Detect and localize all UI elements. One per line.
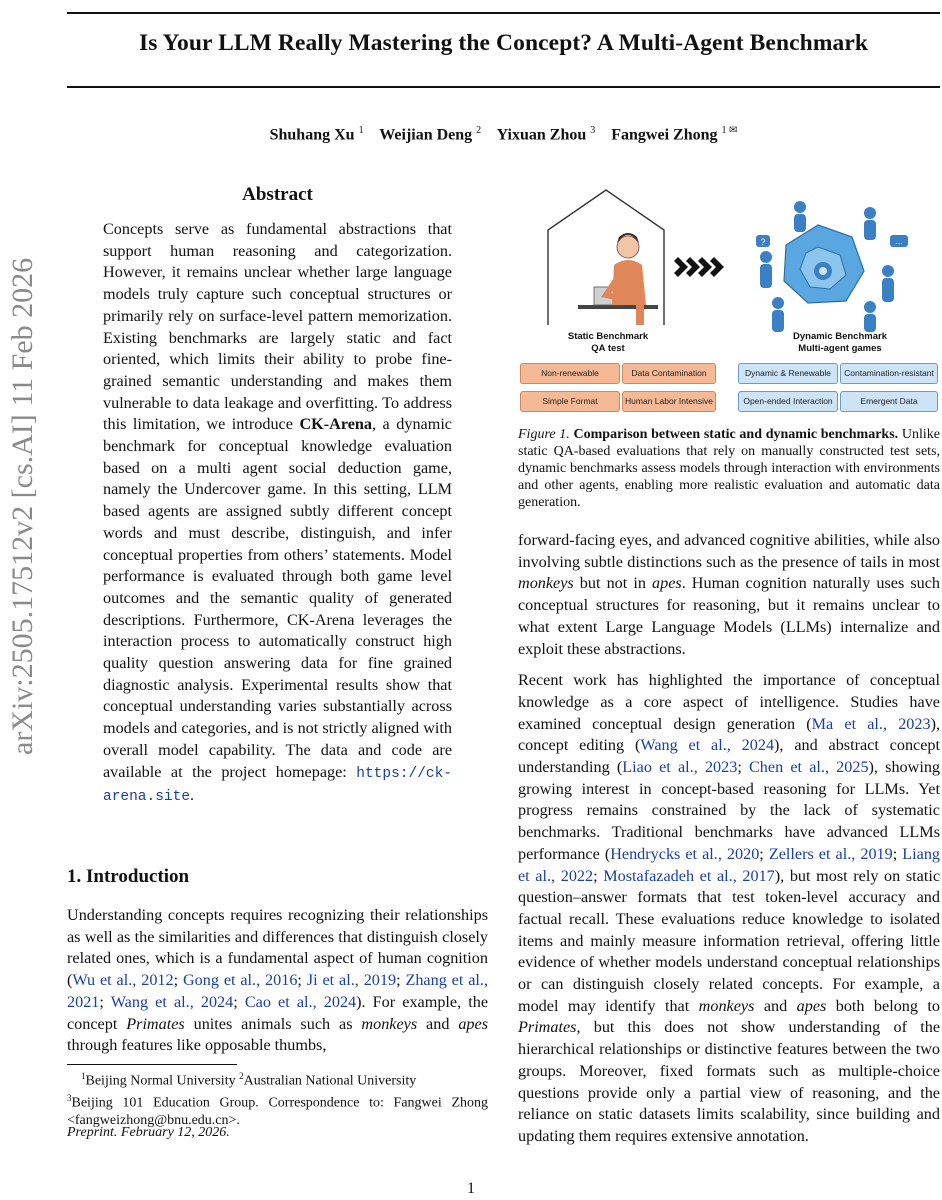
tag-dynamic: Open-ended Interaction: [738, 391, 838, 412]
tag-static: Data Contamination: [622, 363, 716, 384]
tag-static: Human Labor Intensive: [622, 391, 716, 412]
caption-label: Figure 1.: [518, 427, 570, 442]
tag-dynamic: Contamination-resistant: [840, 363, 938, 384]
tag-dynamic: Emergent Data: [840, 391, 938, 412]
benchmark-name: CK-Arena: [299, 415, 372, 434]
emphasis: apes: [458, 1014, 488, 1033]
figure-1: [518, 185, 940, 420]
abstract-heading: Abstract: [242, 184, 313, 205]
abstract-text: .: [190, 786, 195, 805]
citation-link[interactable]: Zhang et al., 2021: [67, 971, 489, 1011]
citation-link[interactable]: Wang et al., 2024: [110, 992, 234, 1011]
intro-text: ). For example, the concept: [67, 992, 489, 1033]
introduction-body: Understanding concepts requires recognizing their relationships as well as the similarities and differences that distinguish closely related ones, which is a fundamental aspect of human cognition (Wu et al., 2012; Gong et al., 2016; Ji et al., 2019; Zhang et al., 2021; Wang et al., 2024; Cao et al., 2024). For example, the concept Primates unites animals such as monkeys and apes through features like opposable thumbs,: [67, 906, 489, 1055]
emphasis: Primates: [126, 1014, 185, 1033]
intro-text: through features like opposable thumbs,: [67, 1036, 327, 1055]
author-name: Fangwei Zhong: [611, 126, 718, 144]
tag-dynamic: Dynamic & Renewable: [738, 363, 838, 384]
affiliation-mark: 1: [358, 125, 364, 136]
affiliation-mark: 1 ✉: [721, 125, 738, 136]
polyhedron-icon: [784, 225, 864, 303]
paragraph: forward-facing eyes, and advanced cognitive abilities, while also involving subtle distinctions such as the presence of tails in most monkeys but not in apes. Human cognition naturally uses such conceptual structures for reasoning, but it remains unclear to what extent Large Language Models (LLMs) internalize and exploit these abstractions.: [518, 531, 940, 658]
citation-link[interactable]: Ma et al., 2023: [811, 714, 931, 733]
citation-link[interactable]: Hendrycks et al., 2020: [610, 844, 760, 863]
arxiv-stamp: arXiv:2505.17512v2 [cs.AI] 11 Feb 2026: [6, 257, 39, 755]
affiliation-footnote: $^1$Beijing Normal University $^2$Australian National University $^3$Beijing 101 Education Group. Correspondence to: Fangwei Zhong <fangweizhong@bnu.edu.cn>.: [67, 1071, 488, 1129]
arrow-icon: [674, 257, 724, 277]
intro-text: Understanding concepts requires recognizing their relationships as well as the similarities and differences that distinguish closely related ones, which is a fundamental aspect of human cognition (: [67, 906, 488, 990]
footnote-rule: [67, 1064, 237, 1065]
citation-link[interactable]: Gong et al., 2016: [182, 971, 298, 990]
paragraph: Recent work has highlighted the importance of conceptual knowledge as a core aspect of intelligence. Studies have examined conceptual design generation (Ma et al., 2023), concept editing (Wang et al., 2024), and abstract concept understanding (Liao et al., 2023; Chen et al., 2025), showing growing interest in concept-based reasoning for LLMs. Yet progress remains constrained by the lack of systematic benchmarks. Traditional benchmarks have advanced LLMs performance (Hendrycks et al., 2020; Zellers et al., 2019; Liang et al., 2022; Mostafazadeh et al., 2017), but most rely on static question–answer formats that test token-level accuracy and factual recall. These evaluations reduce knowledge to isolated items and mainly measure information retrieval, offering little evidence of whether models understand conceptual relationships or can distinguish closely related concepts. For example, a model may identify that monkeys and apes both belong to Primates, but this does not show understanding of the hierarchical relationships or distinctive features between the two groups. Moreover, fixed formats such as multiple-choice questions provide only a partial view of reasoning, and the reliance on static datasets limits scalability, since building and updating them requires extensive annotation.: [518, 671, 941, 1145]
dynamic-benchmark-label: Dynamic Benchmark Multi-agent games: [793, 331, 887, 354]
citation-link[interactable]: Liao et al., 2023: [622, 758, 738, 777]
intro-text: unites animals such as: [184, 1014, 362, 1033]
title-rule: [67, 86, 940, 88]
figure-caption: [518, 426, 940, 511]
affiliation-mark: 2: [476, 125, 482, 136]
tag-static: Non-renewable: [520, 363, 620, 384]
citation-link[interactable]: Wang et al., 2024: [640, 736, 775, 755]
citation-link[interactable]: Cao et al., 2024: [244, 992, 357, 1011]
project-homepage-link[interactable]: https://ck-arena.site: [103, 765, 452, 806]
preprint-note: Preprint. February 12, 2026.: [67, 1125, 230, 1140]
citation-link[interactable]: Liang et al., 2022: [518, 844, 941, 885]
citation-link[interactable]: Chen et al., 2025: [749, 758, 869, 777]
citation-link[interactable]: Ji et al., 2019: [306, 971, 397, 990]
abstract-text: , a dynamic benchmark for conceptual knowledge evaluation based on a multi agent social deduction game, namely the Undercover game. In this setting, LLM based agents are assigned subtly different concept words and must describe, distinguish, and infer conceptual properties from others’ statements. Model performance is evaluated through both game level outcomes and the semantic quality of generated descriptions. Furthermore, CK-Arena leverages the interaction process to automatically construct high quality question answering data for fine grained diagnostic analysis. Experimental results show that conceptual understanding varies substantially across models and categories, and is not strictly aligned with overall model capability. The data and code are available at the project homepage:: [103, 415, 452, 781]
emphasis: monkeys: [361, 1014, 418, 1033]
figure-illustration: [518, 185, 940, 355]
affiliation-mark: 3: [590, 125, 596, 136]
svg-text:...: ...: [895, 237, 903, 246]
citation-link[interactable]: Mostafazadeh et al., 2017: [603, 866, 775, 885]
author-name: Yixuan Zhou: [496, 126, 587, 144]
author-name: Weijian Deng: [379, 126, 473, 144]
top-rule: [67, 12, 940, 14]
tag-static: Simple Format: [520, 391, 620, 412]
svg-text:?: ?: [760, 237, 766, 247]
caption-title: Comparison between static and dynamic benchmarks.: [573, 427, 899, 442]
studying-person-icon: [606, 233, 646, 325]
abstract-body: [103, 219, 452, 809]
citation-link[interactable]: Zellers et al., 2019: [768, 844, 893, 863]
author-name: Shuhang Xu: [269, 126, 355, 144]
intro-text: and: [417, 1014, 459, 1033]
paper-title: Is Your LLM Really Mastering the Concept? A Multi-Agent Benchmark: [138, 30, 869, 56]
caption-text: Unlike static QA-based evaluations that rely on manually constructed test sets, dynamic benchmarks assess models through interaction with environments and other agents, enabling more realistic evaluation and automatic data generation.: [518, 427, 940, 510]
section-heading-introduction: 1. Introduction: [67, 866, 190, 887]
right-column-body: [518, 530, 940, 1158]
citation-link[interactable]: Wu et al., 2012: [72, 971, 174, 990]
abstract-text: Concepts serve as fundamental abstractions that support human reasoning and categorization. However, it remains unclear whether large language models truly capture such conceptual structures or primarily rely on surface-level pattern memorization. Existing benchmarks are largely static and fact oriented, which limits their ability to probe fine-grained semantic understanding and makes them vulnerable to data leakage and overfitting. To address this limitation, we introduce: [103, 220, 452, 434]
page-number: 1: [467, 1180, 475, 1197]
static-benchmark-label: Static Benchmark QA test: [567, 331, 649, 354]
author-list: [67, 125, 940, 144]
